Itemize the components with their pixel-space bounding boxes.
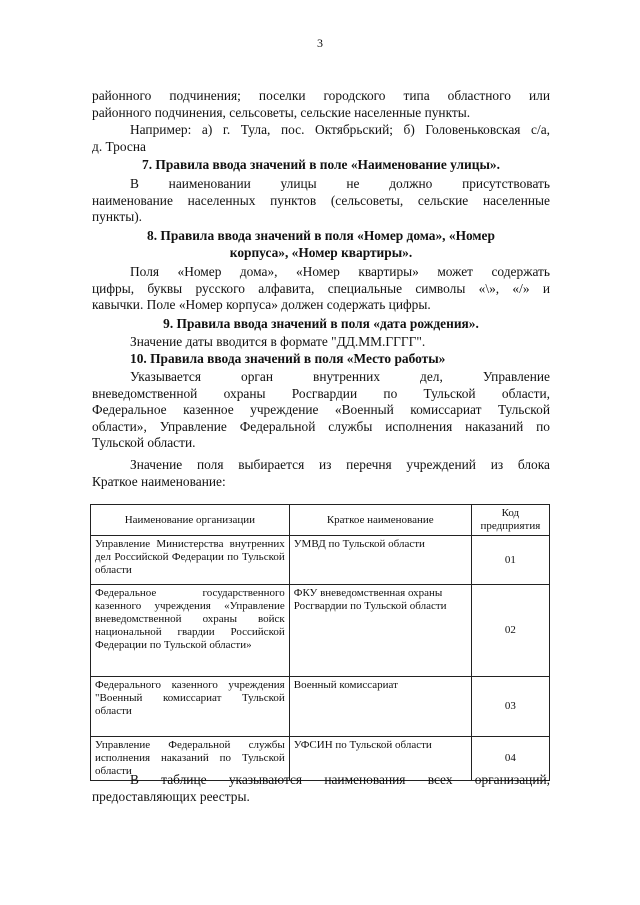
header-org-name: Наименование организации: [91, 505, 290, 536]
section-10-line: Указывается орган внутренних дел, Управление: [130, 369, 550, 384]
cell-code: 01: [471, 536, 549, 585]
cell-short-name: УФСИН по Тульской области: [289, 737, 471, 781]
intro-line: районного подчинения, сельсоветы, сельские населенные пункты.: [92, 104, 471, 120]
section-8-heading: [92, 228, 550, 261]
section-7-heading: 7. Правила ввода значений в поле «Наименование улицы».: [142, 157, 500, 172]
section-10-body: [92, 369, 550, 452]
cell-short-name: ФКУ вневедомственная охраны Росгвардии по Тульской области: [289, 585, 471, 677]
table-row: [91, 536, 550, 585]
section-8-line: цифры, буквы русского алфавита, специальные символы «\», «/» и: [92, 280, 550, 296]
intro-line: районного подчинения; поселки городского типа областного или: [92, 88, 550, 103]
section-9-heading: 9. Правила ввода значений в поля «дата рождения».: [163, 316, 479, 331]
header-short-name: Краткое наименование: [289, 505, 471, 536]
cell-org-name: Управление Министерства внутренних дел Российской Федерации по Тульской области: [91, 536, 290, 585]
example-line: д. Тросна: [92, 138, 146, 154]
section-8-heading-line: 8. Правила ввода значений в поля «Номер дома», «Номер: [147, 228, 495, 243]
choose-line: Краткое наименование:: [92, 473, 226, 489]
section-8-line: Поля «Номер дома», «Номер квартиры» может содержать: [130, 264, 550, 279]
section-9-line: Значение даты вводится в формате "ДД.ММ.ГГГГ".: [130, 334, 426, 349]
page-number: 3: [317, 36, 323, 50]
section-7-line: В наименовании улицы не должно присутствовать: [130, 176, 550, 191]
section-7-body: [92, 176, 550, 226]
section-7-line: наименование населенных пунктов (сельсоветы, сельские населенные: [92, 192, 550, 208]
section-8-heading-line: корпуса», «Номер квартиры».: [229, 244, 413, 260]
section-10-line: области», Управление Федеральной службы исполнения наказаний по: [92, 418, 550, 434]
example-paragraph: [92, 122, 550, 155]
table-row: [91, 585, 550, 677]
section-7-line: пункты).: [92, 209, 143, 224]
section-10-line: Тульской области.: [92, 435, 196, 450]
choose-paragraph: [92, 457, 550, 490]
cell-short-name: Военный комиссариат: [289, 677, 471, 737]
cell-code: 04: [471, 737, 549, 781]
section-9-body: [92, 334, 550, 351]
cell-org-name: Федеральное государственного казенного учреждения «Управление вневедомственной охраны войск национальной гвардии Российской Федерации по Тульской области»: [91, 585, 290, 677]
choose-line: Значение поля выбирается из перечня учреждений из блока: [130, 457, 550, 472]
closing-line: предоставляющих реестры.: [92, 788, 250, 804]
header-code: Код предприятия: [471, 505, 549, 536]
section-8-line: кавычки. Поле «Номер корпуса» должен содержать цифры.: [92, 297, 431, 312]
section-10-heading-line: 10. Правила ввода значений в поля «Место работы»: [130, 351, 446, 366]
example-line: Например: а) г. Тула, пос. Октябрьский; б) Головеньковская с/а,: [130, 122, 550, 137]
table-row: [91, 677, 550, 737]
cell-org-name: Управление Федеральной службы исполнения наказаний по Тульской области: [91, 737, 290, 781]
cell-code: 03: [471, 677, 549, 737]
section-8-body: [92, 264, 550, 314]
section-10-line: Федеральное казенное учреждение «Военный комиссариат Тульской: [92, 402, 550, 417]
section-10-line: вневедомственной охраны Росгвардии по Тульской области,: [92, 385, 550, 401]
cell-code: 02: [471, 585, 549, 677]
intro-paragraph: [92, 88, 550, 121]
closing-paragraph: [92, 772, 550, 805]
organizations-table: [90, 504, 550, 781]
cell-short-name: УМВД по Тульской области: [289, 536, 471, 585]
cell-org-name: Федерального казенного учреждения "Военный комиссариат Тульской области: [91, 677, 290, 737]
closing-line: В таблице указываются наименования всех организаций,: [130, 772, 550, 787]
table-header-row: [91, 505, 550, 536]
section-10-heading: [92, 351, 550, 368]
